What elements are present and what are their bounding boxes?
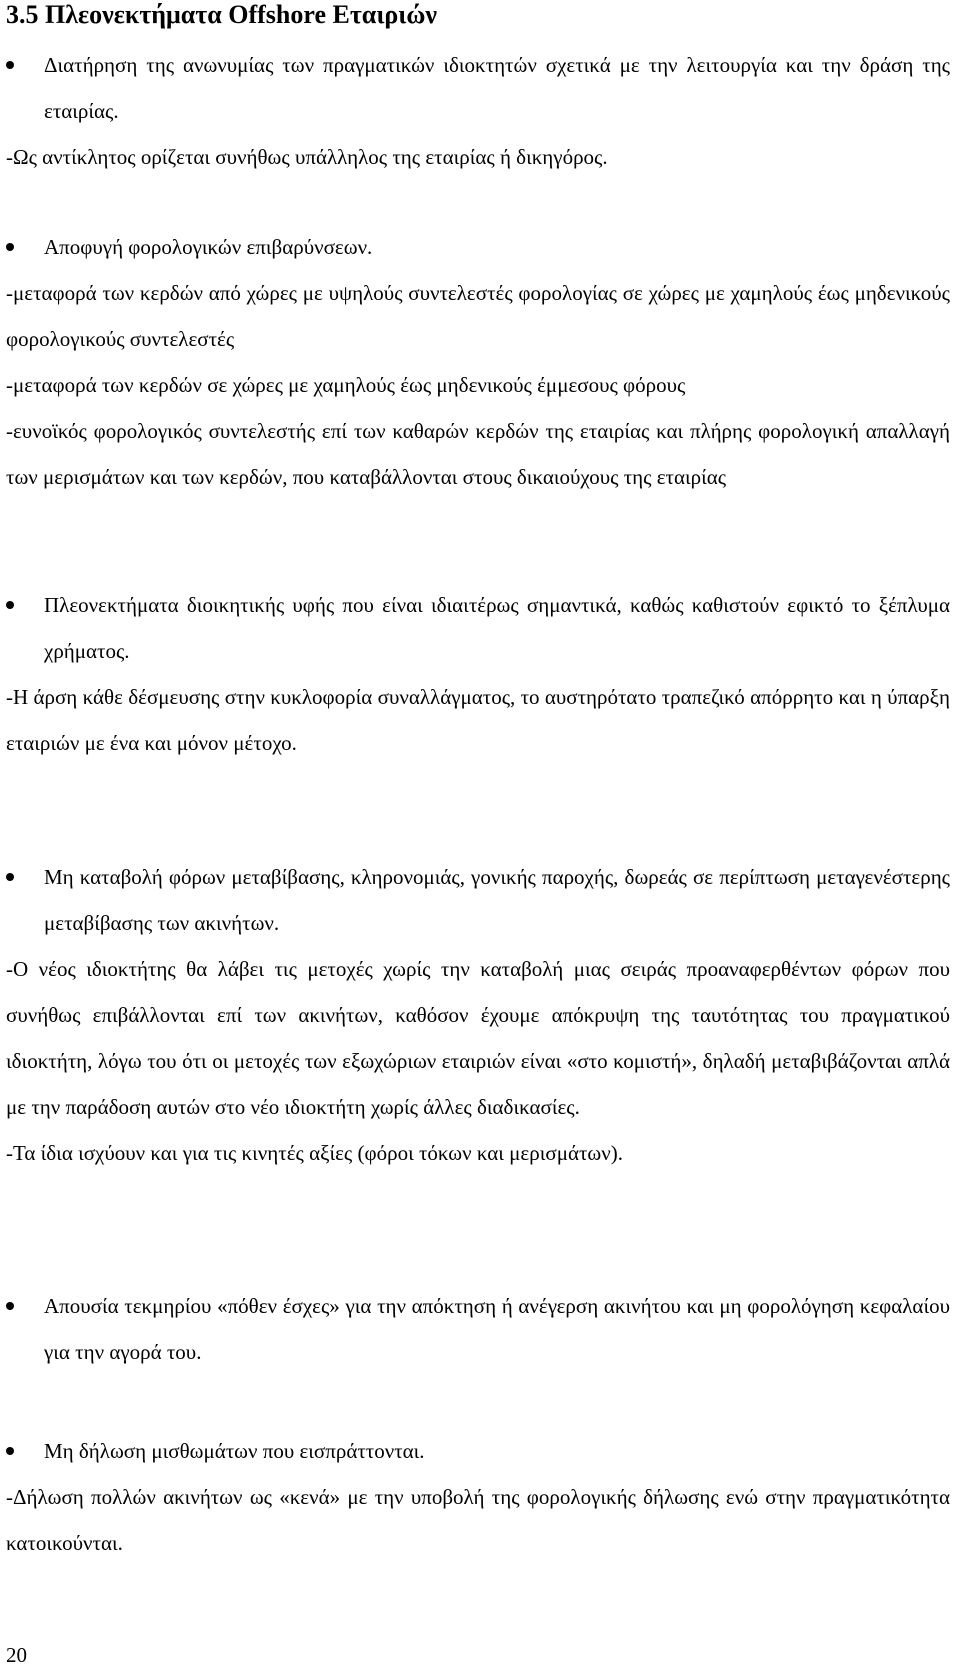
paragraph: -Ο νέος ιδιοκτήτης θα λάβει τις μετοχές χωρίς την καταβολή μιας σειράς προαναφερθέντων φόρων που συνήθως επιβάλλονται επί των ακινήτων, καθόσον έχουμε απόκρυψη της ταυτότητας του πραγματικού ιδιοκτήτη, λόγω του ότι οι μετοχές των εξωχώριων εταιριών είναι «στο κομιστή», δηλαδή μεταβιβάζονται απλά με την παράδοση αυτών στο νέο ιδιοκτήτη χωρίς άλλες διαδικασίες. <box>6 957 950 1119</box>
bullet-text: Πλεονεκτήματα διοικητικής υφής που είναι ιδιαιτέρως σημαντικά, καθώς καθιστούν εφικτό το ξέπλυμα χρήματος. <box>44 593 950 663</box>
paragraph: -Η άρση κάθε δέσμευσης στην κυκλοφορία συναλλάγματος, το αυστηρότατο τραπεζικό απόρρητο και η ύπαρξη εταιριών με ένα και μόνον μέτοχο. <box>6 685 950 755</box>
bullet-dot-icon <box>6 1447 14 1455</box>
bullet-item <box>6 224 950 270</box>
bullet-text: Διατήρηση της ανωνυμίας των πραγματικών ιδιοκτητών σχετικά με την λειτουργία και την δράση της εταιρίας. <box>44 53 950 123</box>
paragraph: -Ως αντίκλητος ορίζεται συνήθως υπάλληλος της εταιρίας ή δικηγόρος. <box>6 145 608 169</box>
paragraph: -Τα ίδια ισχύουν και για τις κινητές αξίες (φόροι τόκων και μερισμάτων). <box>6 1141 623 1165</box>
bullet-dot-icon <box>6 873 14 881</box>
page-number: 20 <box>6 1643 27 1667</box>
bullet-section-administrative <box>6 582 950 766</box>
paragraph: -Δήλωση πολλών ακινήτων ως «κενά» με την υποβολή της φορολογικής δήλωσης ενώ στην πραγματικότητα κατοικούνται. <box>6 1485 950 1555</box>
bullet-section-rent-declaration <box>6 1428 950 1566</box>
bullet-section-anonymity <box>6 42 950 180</box>
bullet-section-transfer-taxes <box>6 854 950 1176</box>
bullet-dot-icon <box>6 601 14 609</box>
bullet-section-tax-avoidance <box>6 224 950 500</box>
section-title: 3.5 Πλεονεκτήματα Offshore Εταιριών <box>6 0 437 29</box>
bullet-text: Μη δήλωση μισθωμάτων που εισπράττονται. <box>44 1439 425 1463</box>
bullet-item <box>6 854 950 946</box>
bullet-text: Απουσία τεκμηρίου «πόθεν έσχες» για την απόκτηση ή ανέγερση ακινήτου και μη φορολόγηση κεφαλαίου για την αγορά του. <box>44 1294 950 1364</box>
bullet-dot-icon <box>6 1302 14 1310</box>
bullet-item <box>6 1283 950 1375</box>
bullet-text: Αποφυγή φορολογικών επιβαρύνσεων. <box>44 235 373 259</box>
bullet-dot-icon <box>6 243 14 251</box>
paragraph: -μεταφορά των κερδών σε χώρες με χαμηλούς έως μηδενικούς έμμεσους φόρους <box>6 373 686 397</box>
bullet-item <box>6 582 950 674</box>
paragraph: -ευνοϊκός φορολογικός συντελεστής επί των καθαρών κερδών της εταιρίας και πλήρης φορολογική απαλλαγή των μερισμάτων και των κερδών, που καταβάλλονται στους δικαιούχους της εταιρίας <box>6 419 950 489</box>
bullet-section-pothen-esxes <box>6 1283 950 1375</box>
bullet-item <box>6 1428 950 1474</box>
bullet-item <box>6 42 950 134</box>
paragraph: -μεταφορά των κερδών από χώρες με υψηλούς συντελεστές φορολογίας σε χώρες με χαμηλούς έως μηδενικούς φορολογικούς συντελεστές <box>6 281 950 351</box>
bullet-text: Μη καταβολή φόρων μεταβίβασης, κληρονομιάς, γονικής παροχής, δωρεάς σε περίπτωση μεταγενέστερης μεταβίβασης των ακινήτων. <box>44 865 950 935</box>
bullet-dot-icon <box>6 61 14 69</box>
